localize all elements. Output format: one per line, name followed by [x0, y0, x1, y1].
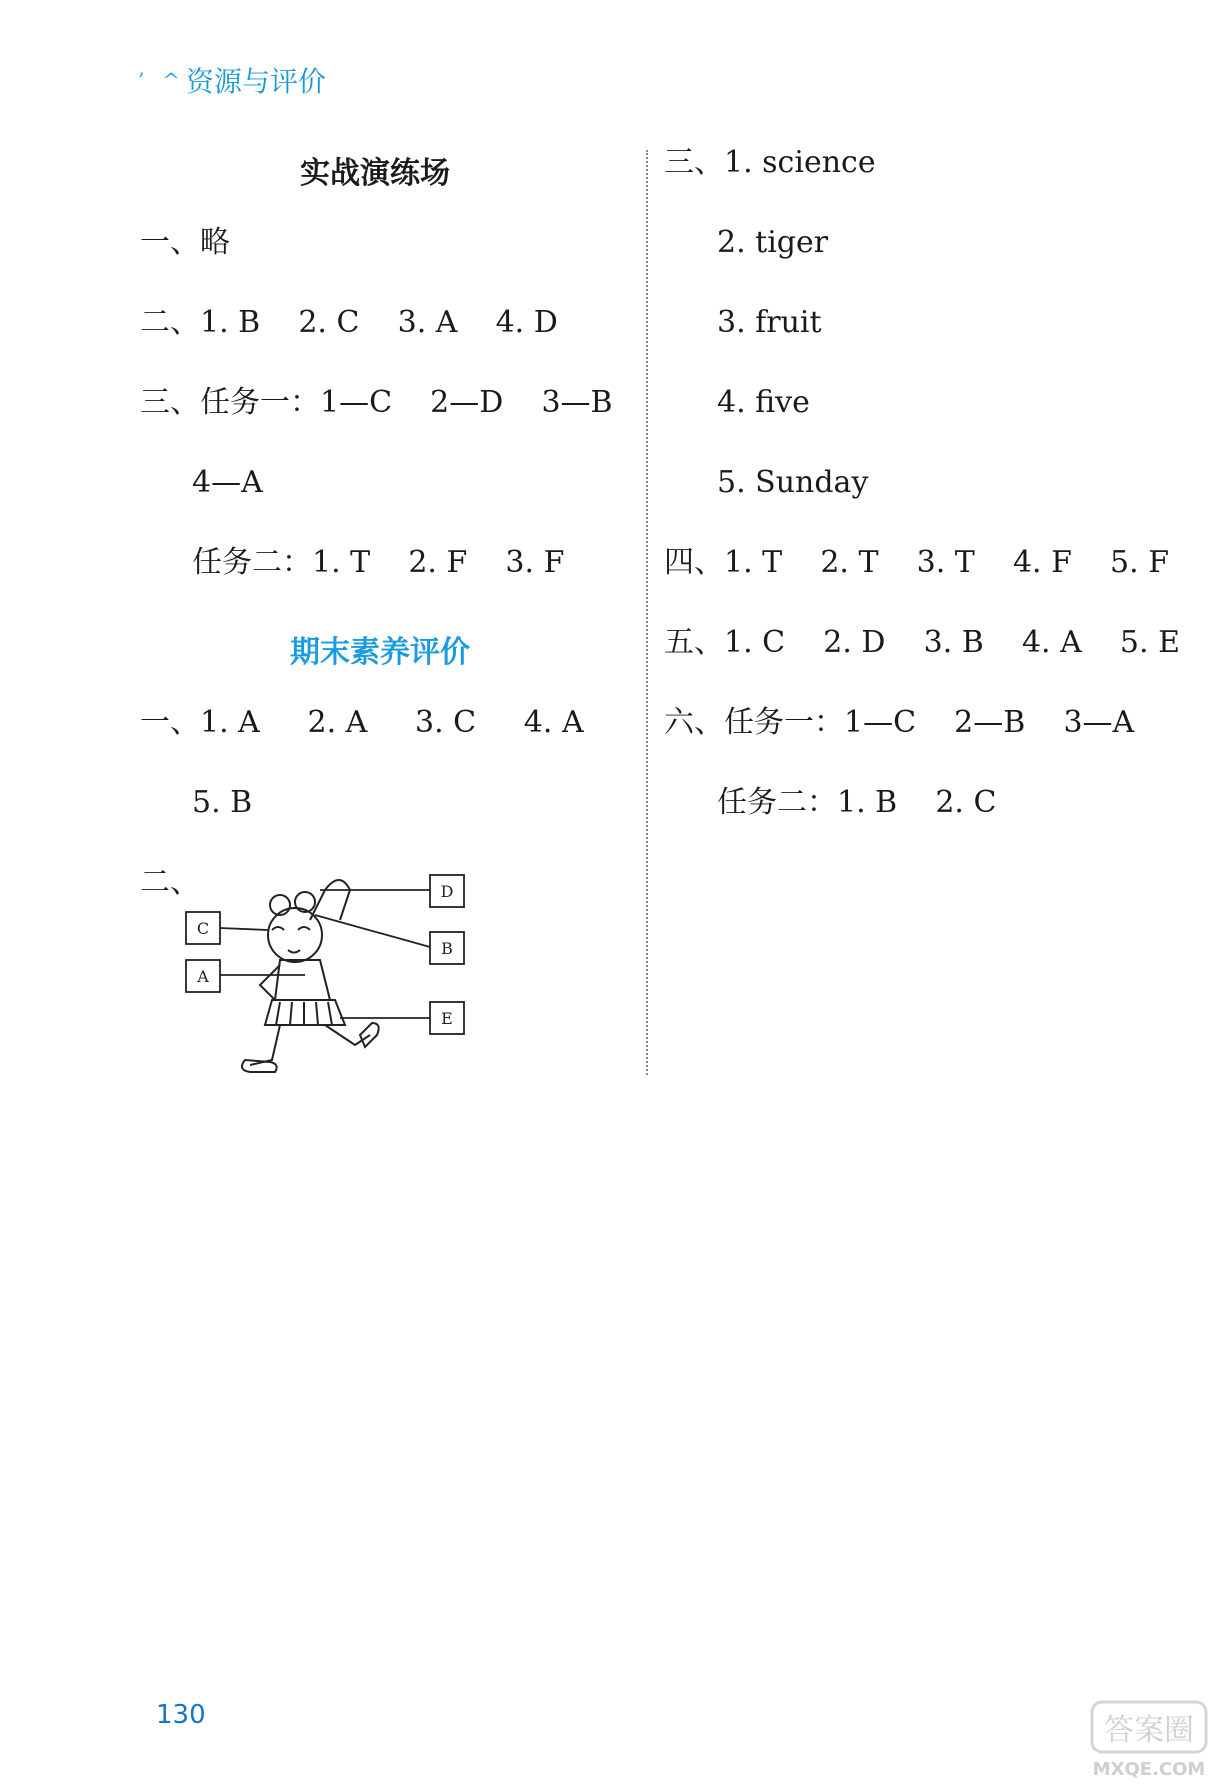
- answer-line: 三、任务一：1—C 2—D 3—B: [140, 385, 613, 420]
- girl-head: [268, 908, 322, 962]
- label-d: D: [440, 882, 454, 901]
- running-header: [138, 60, 326, 100]
- label-b: B: [441, 939, 453, 958]
- girl-labeling-figure: [180, 860, 500, 1080]
- label-e: E: [441, 1009, 453, 1028]
- page-number: 130: [156, 1700, 206, 1730]
- answer-line: 五、1. C 2. D 3. B 4. A 5. E: [664, 625, 1180, 660]
- section-heading-final-eval: 期末素养评价: [290, 635, 470, 670]
- answer-line: 任务二：1. T 2. F 3. F: [192, 545, 565, 580]
- girl-shirt: [275, 960, 330, 1000]
- answer-line: 4—A: [192, 465, 263, 500]
- header-marks: ’ ^: [138, 68, 186, 92]
- header-title: 资源与评价: [186, 65, 327, 98]
- answer-line: 一、略: [140, 225, 230, 260]
- svg-text:答案圈: 答案圈: [1104, 1713, 1194, 1748]
- section-heading-practice: 实战演练场: [300, 156, 450, 191]
- answer-line: 三、1. science: [664, 145, 876, 180]
- answer-line: 任务二：1. B 2. C: [717, 785, 997, 820]
- label-c: C: [196, 919, 210, 938]
- label-a: A: [197, 967, 209, 986]
- answer-line: 3. fruit: [717, 305, 822, 340]
- svg-text:MXQE.COM: MXQE.COM: [1092, 1759, 1206, 1780]
- answer-line: 2. tiger: [717, 225, 829, 260]
- watermark-logo: [1090, 1700, 1208, 1782]
- answer-line: 4. five: [717, 385, 810, 420]
- answer-line: 一、1. A 2. A 3. C 4. A: [140, 705, 584, 740]
- column-divider: [646, 150, 648, 1075]
- answer-line: 四、1. T 2. T 3. T 4. F 5. F: [664, 545, 1170, 580]
- answer-line: 六、任务一：1—C 2—B 3—A: [664, 705, 1135, 740]
- answer-line: 5. Sunday: [717, 465, 869, 500]
- answer-line: 5. B: [192, 785, 253, 820]
- answer-line: 二、1. B 2. C 3. A 4. D: [140, 305, 558, 340]
- answer-line: 二、: [140, 865, 200, 900]
